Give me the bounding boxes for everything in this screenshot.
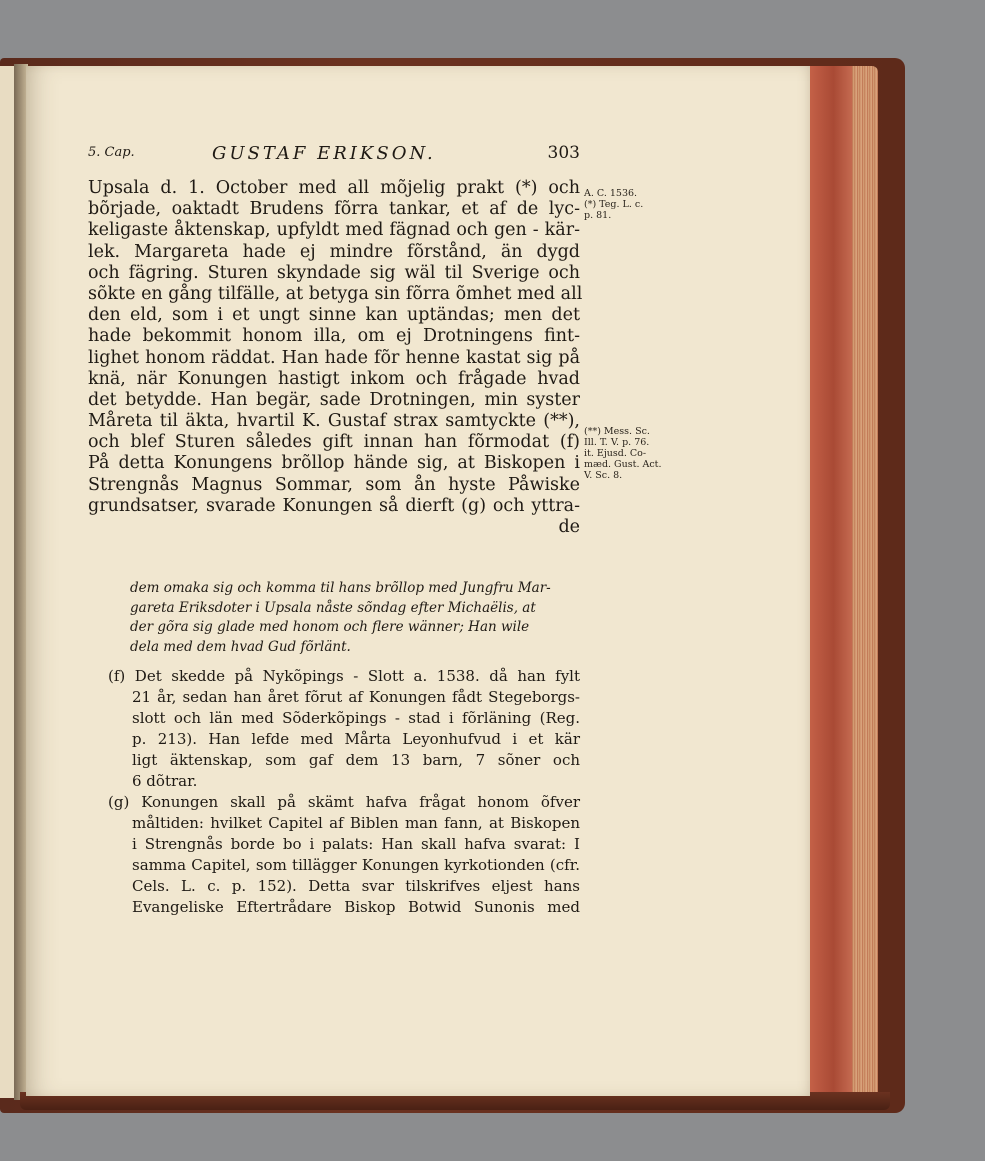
margin-note-date [584, 188, 674, 221]
footnote-line: der gõra sig glade med honom och flere wänner; Han wile [130, 619, 530, 635]
running-head [88, 143, 580, 167]
footnote-g [108, 792, 580, 918]
margin-note-line: A. C. 1536. [584, 188, 638, 199]
text-line: lighet honom räddat. Han hade fõr henne kastat sig på [88, 347, 580, 368]
margin-note-line: (**) Mess. Sc. [584, 426, 650, 437]
margin-note-line: (*) Teg. L. c. [584, 199, 644, 210]
text-line: Måreta til äkta, hvartil K. Gustaf strax samtyckte (**), [88, 411, 580, 432]
text-line: den eld, som i et ungt sinne kan uptändas; men det [88, 305, 580, 326]
footnote-line: i Strengnås borde bo i palats: Han skall hafva svarat: I [132, 835, 580, 853]
footnote-line: p. 213). Han lefde med Mårta Leyonhufvud i et kär [132, 730, 580, 748]
footnote-line: (f) Det skedde på Nykõpings - Slott a. 1538. då han fylt [108, 667, 580, 685]
margin-note-line: V. Sc. 8. [584, 470, 623, 481]
footnote-line: Cels. L. c. p. 152). Detta svar tilskrifves eljest hans [132, 877, 580, 895]
catchword: de [558, 517, 580, 537]
page-title: GUSTAF ERIKSON. [212, 143, 436, 164]
footnote-line: dela med dem hvad Gud fõrlänt. [130, 638, 351, 655]
footnote-line: samma Capitel, som tillägger Konungen kyrkotionden (cfr. [132, 856, 580, 874]
page-number: 303 [547, 143, 580, 163]
margin-note-line: it. Ejusd. Co- [584, 448, 647, 459]
margin-note-line: p. 81. [584, 210, 612, 221]
footnote-line: dem omaka sig och komma til hans brõllop med Jungfru Mar- [130, 580, 551, 596]
text-line: keligaste åktenskap, upfyldt med fägnad och gen - kär- [88, 220, 580, 241]
footnote-line: måltiden: hvilket Capitel af Biblen man fann, at Biskopen [132, 814, 580, 832]
text-line: På detta Konungens brõllop hände sig, at Biskopen i [88, 453, 580, 474]
text-line: knä, när Konungen hastigt inkom och frågade hvad [88, 368, 580, 389]
margin-note-line: Ill. T. V. p. 76. [584, 437, 650, 448]
footnote-line: ligt äktenskap, som gaf dem 13 barn, 7 sõner och [132, 751, 580, 769]
footnote-line: Evangeliske Eftertrådare Biskop Botwid Sunonis med [132, 898, 580, 916]
footnote-line: (g) Konungen skall på skämt hafva frågat honom õfver [108, 793, 580, 811]
text-line: grundsatser, svarade Konungen så dierft (g) och yttra- [88, 495, 580, 516]
footnote-line: 21 år, sedan han året fõrut af Konungen fådt Stegeborgs- [132, 688, 580, 706]
footnote-line: 6 dõtrar. [132, 772, 198, 790]
footnote-line: slott och län med Sõderkõpings - stad i fõrläning (Reg. [132, 709, 580, 727]
main-text [88, 178, 583, 538]
text-line: lek. Margareta hade ej mindre fõrstånd, än dygd [88, 241, 580, 262]
text-line: hade bekommit honom illa, om ej Drotningens fint- [88, 326, 580, 347]
footnote-continuation [130, 579, 580, 657]
text-line: det betydde. Han begär, sade Drotningen, min syster [88, 389, 580, 410]
text-line: Strengnås Magnus Sommar, som ån hyste Påwiske [88, 474, 580, 495]
footnote-line: gareta Eriksdoter i Upsala nåste sõndag efter Michaëlis, at [130, 599, 536, 616]
margin-note-line: mæd. Gust. Act. [584, 459, 662, 470]
text-line: sõkte en gång tilfälle, at betyga sin fõrra õmhet med all [88, 283, 583, 304]
fore-edge-red [806, 66, 852, 1096]
text-line: Upsala d. 1. October med all mõjelig prakt (*) och [88, 178, 580, 198]
chapter-label: 5. Cap. [88, 145, 135, 160]
text-line: och blef Sturen således gift innan han fõrmodat (f) [88, 432, 580, 453]
margin-note-reference [584, 426, 674, 481]
text-line: och fägring. Sturen skyndade sig wäl til Sverige och [88, 262, 580, 283]
text-line: bõrjade, oaktadt Brudens fõrra tankar, et af de lyc- [88, 199, 580, 220]
footnote-f [108, 666, 580, 792]
